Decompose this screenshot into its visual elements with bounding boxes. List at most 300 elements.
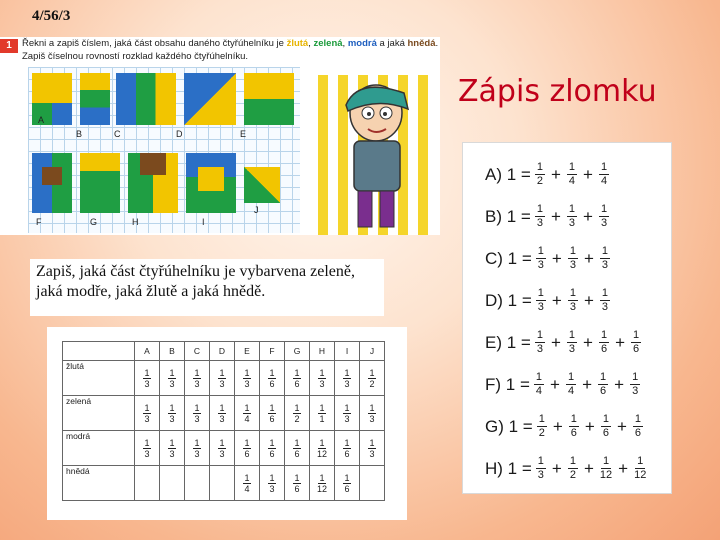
task-text (22, 37, 440, 63)
fraction (534, 371, 544, 398)
table-cell (360, 396, 385, 431)
fraction (633, 413, 643, 440)
answer-equation (485, 161, 613, 188)
fraction (218, 368, 225, 389)
fraction-denominator: 3 (569, 259, 576, 271)
fraction-numerator: 1 (194, 402, 200, 413)
fraction (293, 473, 300, 494)
fraction-numerator: 1 (537, 287, 544, 299)
fraction (318, 368, 325, 389)
fraction-numerator: 1 (244, 437, 250, 448)
fraction (600, 287, 610, 314)
fraction (634, 455, 646, 482)
fraction (143, 438, 150, 459)
table-cell (335, 396, 360, 431)
fraction-numerator: 1 (369, 367, 375, 378)
fraction-denominator: 3 (169, 413, 175, 424)
table-cell (160, 361, 185, 396)
fraction-numerator: 1 (219, 367, 225, 378)
fraction-numerator: 1 (538, 413, 545, 425)
fraction-numerator: 1 (637, 455, 644, 467)
fraction-denominator: 3 (344, 378, 350, 389)
fraction-denominator: 3 (194, 413, 200, 424)
fraction (343, 473, 350, 494)
fraction (268, 368, 275, 389)
task-text-part: . Zapiš číselnou rovností rozklad každého čtyřúhelníku. (22, 38, 439, 62)
fraction (293, 368, 300, 389)
fraction (293, 438, 300, 459)
slide-title: Zápis zlomku (458, 74, 657, 109)
fraction-numerator: 1 (602, 413, 609, 425)
plus-sign: + (616, 416, 627, 436)
fraction-denominator: 4 (568, 175, 576, 187)
fraction-denominator: 3 (568, 217, 576, 229)
table-column-header: D (210, 342, 235, 361)
fraction-numerator: 1 (537, 245, 544, 257)
quadrilateral-grid (28, 67, 300, 233)
table-cell (235, 361, 260, 396)
fraction-denominator: 4 (567, 385, 575, 397)
fraction-denominator: 3 (536, 343, 543, 355)
table-cell (285, 466, 310, 501)
plus-sign: + (550, 332, 561, 352)
fraction-denominator: 3 (601, 259, 609, 271)
fraction (243, 438, 250, 459)
fraction (168, 368, 175, 389)
answer-label: F) 1 = (485, 374, 530, 394)
fraction-denominator: 2 (369, 378, 375, 389)
answers-card (462, 142, 672, 494)
fraction (243, 473, 250, 494)
instruction-text: Zapiš, jaká část čtyřúhelníku je vybarvena zeleně, jaká modře, jaká žlutě a jaká hnědě. (30, 259, 384, 316)
fraction (599, 161, 609, 188)
fraction-denominator: 3 (219, 448, 225, 459)
table-column-header: I (335, 342, 360, 361)
fraction-numerator: 1 (319, 437, 325, 448)
fraction-denominator: 3 (144, 378, 150, 389)
table-cell (285, 431, 310, 466)
fraction-denominator: 3 (144, 413, 150, 424)
fraction (537, 413, 547, 440)
fraction-numerator: 1 (344, 402, 350, 413)
task-text-part: Řekni a zapiš číslem, jaká část obsahu daného čtyřúhelníku je (22, 38, 287, 49)
fraction-numerator: 1 (244, 472, 250, 483)
table-cell (185, 396, 210, 431)
fraction-denominator: 3 (537, 259, 544, 271)
fraction-numerator: 1 (569, 287, 576, 299)
fraction-numerator: 1 (344, 437, 350, 448)
fraction (317, 473, 327, 494)
table-cell (360, 466, 385, 501)
table-column-header: J (360, 342, 385, 361)
fraction-numerator: 1 (319, 472, 325, 483)
shape-i-part (198, 167, 224, 191)
table-header-row (63, 342, 385, 361)
shape-h-part (140, 153, 166, 175)
figure-label: D (176, 129, 183, 139)
answer-label: D) 1 = (485, 290, 532, 310)
fraction-numerator: 1 (569, 245, 576, 257)
fraction (569, 413, 579, 440)
plus-sign: + (550, 164, 561, 184)
table-cell (360, 361, 385, 396)
task-text-part: , (308, 38, 314, 49)
shape-a-part (52, 103, 72, 125)
fraction-numerator: 1 (634, 413, 642, 425)
fraction-numerator: 1 (294, 472, 300, 483)
fraction-numerator: 1 (169, 437, 175, 448)
fraction (535, 161, 545, 188)
shape-d (184, 73, 236, 125)
fraction-numerator: 1 (570, 413, 577, 425)
fraction-numerator: 1 (244, 367, 250, 378)
table-cell (335, 466, 360, 501)
fraction-denominator: 6 (570, 427, 577, 439)
table-cell (135, 431, 160, 466)
fraction (567, 329, 577, 356)
plus-sign: + (583, 458, 594, 478)
fraction-numerator: 1 (369, 437, 375, 448)
fraction (568, 455, 578, 482)
answer-label: C) 1 = (485, 248, 532, 268)
table-cell (210, 431, 235, 466)
table-cell (235, 396, 260, 431)
task-text-part: a jaká (376, 38, 408, 49)
fraction-numerator: 1 (633, 329, 640, 341)
fraction-denominator: 6 (344, 483, 350, 494)
table-cell (260, 396, 285, 431)
fraction (317, 438, 327, 459)
table-cell (260, 466, 285, 501)
fraction (193, 438, 200, 459)
shape-b (80, 73, 110, 125)
fraction-numerator: 1 (536, 161, 543, 173)
figure-label: H (132, 217, 139, 227)
table-row-label: žlutá (63, 361, 135, 396)
fraction (218, 438, 225, 459)
fraction-numerator: 1 (536, 203, 543, 215)
plus-sign: + (550, 206, 561, 226)
fraction-denominator: 3 (632, 385, 639, 397)
fraction-numerator: 1 (294, 402, 300, 413)
table-cell (310, 396, 335, 431)
fraction-denominator: 2 (536, 175, 543, 187)
fraction-denominator: 3 (537, 469, 544, 481)
fraction (600, 245, 610, 272)
fraction (566, 371, 576, 398)
figure-label: I (202, 217, 205, 227)
table-cell (285, 361, 310, 396)
table-cell (335, 431, 360, 466)
fraction-denominator: 6 (600, 343, 608, 355)
fraction-denominator: 3 (194, 378, 200, 389)
answer-label: A) 1 = (485, 164, 531, 184)
fraction-denominator: 3 (194, 448, 200, 459)
fraction-denominator: 6 (634, 427, 642, 439)
fraction-denominator: 4 (535, 385, 542, 397)
fraction-numerator: 1 (219, 402, 225, 413)
fraction (535, 203, 545, 230)
plus-sign: + (583, 248, 594, 268)
fraction (368, 368, 375, 389)
fraction-denominator: 6 (344, 448, 350, 459)
answer-equation (485, 245, 614, 272)
table-cell (160, 396, 185, 431)
table-column-header: F (260, 342, 285, 361)
fraction (168, 438, 175, 459)
task-word-blue: modrá (347, 38, 377, 49)
fraction-denominator: 3 (169, 448, 175, 459)
table-cell (360, 431, 385, 466)
answer-label: H) 1 = (485, 458, 532, 478)
table-cell (285, 396, 310, 431)
fraction-numerator: 1 (269, 472, 275, 483)
table-row (63, 396, 385, 431)
fraction (536, 287, 546, 314)
fraction-numerator: 1 (601, 287, 609, 299)
fraction-denominator: 3 (569, 301, 576, 313)
figure-label: G (90, 217, 98, 227)
fraction (368, 403, 375, 424)
fraction-numerator: 1 (600, 371, 607, 383)
fraction-numerator: 1 (632, 371, 639, 383)
boy-drawing (318, 75, 438, 235)
plus-sign: + (551, 248, 562, 268)
fraction-denominator: 3 (269, 483, 275, 494)
fraction-numerator: 1 (269, 402, 275, 413)
fraction-numerator: 1 (294, 437, 300, 448)
task-word-brown: hnědá (407, 38, 436, 49)
fraction-denominator: 12 (634, 469, 647, 481)
answer-label: E) 1 = (485, 332, 531, 352)
task-word-yellow: žlutá (286, 38, 309, 49)
plus-sign: + (584, 416, 595, 436)
fraction-denominator: 3 (600, 217, 608, 229)
fraction-denominator: 3 (244, 378, 250, 389)
fraction-denominator: 3 (144, 448, 150, 459)
table-column-header: C (185, 342, 210, 361)
fraction-denominator: 12 (599, 469, 613, 481)
fraction-numerator: 1 (600, 161, 608, 173)
fraction (598, 371, 608, 398)
fraction-numerator: 1 (319, 367, 325, 378)
fraction-numerator: 1 (244, 402, 250, 413)
fraction (535, 329, 545, 356)
answer-equation (485, 413, 647, 440)
fraction-numerator: 1 (194, 437, 200, 448)
table-cell (235, 431, 260, 466)
fraction-table (62, 341, 385, 501)
table-column-header: G (285, 342, 310, 361)
fraction (268, 403, 275, 424)
fraction (143, 368, 150, 389)
table-column-header: B (160, 342, 185, 361)
fraction (193, 403, 200, 424)
fraction-numerator: 1 (294, 367, 300, 378)
table-body (63, 361, 385, 501)
shape-e (244, 73, 294, 125)
answer-equation (485, 203, 613, 230)
fraction (536, 455, 546, 482)
plus-sign: + (552, 416, 563, 436)
fraction (343, 368, 350, 389)
fraction (343, 438, 350, 459)
fraction-denominator: 3 (568, 343, 576, 355)
fraction-denominator: 3 (219, 378, 225, 389)
table-cell (185, 466, 210, 501)
table-cell (260, 431, 285, 466)
fraction-denominator: 4 (600, 175, 608, 187)
fraction (601, 413, 611, 440)
figure-label: B (76, 129, 83, 139)
fraction (268, 473, 275, 494)
table-row (63, 361, 385, 396)
table-cell (210, 466, 235, 501)
fraction-denominator: 6 (602, 427, 609, 439)
fraction-numerator: 1 (601, 245, 609, 257)
table-column-header: E (235, 342, 260, 361)
fraction (218, 403, 225, 424)
table-cell (310, 466, 335, 501)
plus-sign: + (583, 206, 593, 226)
table-row (63, 466, 385, 501)
fraction (536, 245, 546, 272)
plus-sign: + (582, 374, 592, 394)
answer-equation (485, 371, 644, 398)
fraction-denominator: 6 (633, 343, 640, 355)
fraction-numerator: 1 (169, 402, 175, 413)
plus-sign: + (551, 290, 562, 310)
fraction-denominator: 4 (244, 413, 250, 424)
plus-sign: + (614, 374, 625, 394)
fraction-denominator: 3 (169, 378, 175, 389)
fraction (568, 287, 578, 314)
answer-label: G) 1 = (485, 416, 533, 436)
table-cell (235, 466, 260, 501)
fraction-numerator: 1 (537, 455, 544, 467)
fraction-numerator: 1 (567, 371, 575, 383)
fraction-denominator: 3 (219, 413, 225, 424)
fraction-denominator: 3 (344, 413, 350, 424)
fraction-denominator: 4 (244, 483, 250, 494)
fraction-denominator: 6 (269, 413, 275, 424)
shape-g (80, 153, 120, 213)
figure-label: C (114, 129, 121, 139)
table-cell (210, 361, 235, 396)
answer-label: B) 1 = (485, 206, 531, 226)
fraction-denominator: 3 (369, 448, 375, 459)
fraction-numerator: 1 (344, 472, 350, 483)
table-row-label: modrá (63, 431, 135, 466)
fraction-numerator: 1 (600, 203, 608, 215)
table-corner (63, 342, 135, 361)
fraction-numerator: 1 (169, 367, 175, 378)
table-row-label: zelená (63, 396, 135, 431)
fraction-denominator: 3 (369, 413, 375, 424)
figure-label: A (38, 115, 45, 125)
table-cell (185, 431, 210, 466)
table-cell (135, 361, 160, 396)
shape-a (32, 73, 72, 103)
table-column-header: A (135, 342, 160, 361)
task-text-part: , (342, 38, 348, 49)
fraction-denominator: 6 (294, 448, 300, 459)
fraction-numerator: 1 (194, 367, 200, 378)
fraction (631, 329, 641, 356)
fraction-denominator: 6 (294, 483, 300, 494)
fraction (568, 245, 578, 272)
fraction-denominator: 3 (537, 301, 544, 313)
fraction (243, 368, 250, 389)
fraction (630, 371, 640, 398)
fraction-numerator: 1 (535, 371, 542, 383)
fraction-denominator: 1 (319, 413, 325, 424)
table-row (63, 431, 385, 466)
fraction-numerator: 1 (602, 455, 610, 467)
fraction (243, 403, 250, 424)
fraction-numerator: 1 (568, 161, 576, 173)
fraction-denominator: 2 (569, 469, 576, 481)
fraction-numerator: 1 (144, 402, 150, 413)
table-row-label: hnědá (63, 466, 135, 501)
fraction-denominator: 6 (600, 385, 607, 397)
plus-sign: + (618, 458, 629, 478)
plus-sign: + (583, 164, 593, 184)
table-cell (185, 361, 210, 396)
fraction-numerator: 1 (269, 437, 275, 448)
fraction-numerator: 1 (319, 402, 325, 413)
figure-label: F (36, 217, 42, 227)
fraction-numerator: 1 (369, 402, 375, 413)
fraction-denominator: 12 (316, 448, 327, 459)
fraction-numerator: 1 (536, 329, 543, 341)
fraction (599, 203, 609, 230)
table-cell (210, 396, 235, 431)
fraction-numerator: 1 (568, 203, 576, 215)
plus-sign: + (550, 374, 560, 394)
fraction-denominator: 2 (294, 413, 300, 424)
fraction (368, 438, 375, 459)
table-cell (335, 361, 360, 396)
fraction-denominator: 3 (536, 217, 543, 229)
cartoon-boy-illustration (318, 75, 438, 235)
answer-equation (485, 455, 650, 482)
figure-label: E (240, 129, 247, 139)
fraction (600, 455, 612, 482)
fraction (343, 403, 350, 424)
fraction (168, 403, 175, 424)
fraction-table-card (47, 327, 407, 520)
plus-sign: + (583, 332, 593, 352)
fraction (143, 403, 150, 424)
textbook-excerpt (0, 37, 440, 235)
page-label: 4/56/3 (32, 8, 71, 24)
table-cell (135, 466, 160, 501)
figure-label: J (254, 205, 259, 215)
task-number: 1 (0, 39, 18, 53)
answer-equation (485, 287, 614, 314)
table-cell (310, 431, 335, 466)
fraction-numerator: 1 (569, 455, 576, 467)
fraction-denominator: 6 (244, 448, 250, 459)
fraction (293, 403, 300, 424)
fraction-denominator: 3 (601, 301, 609, 313)
plus-sign: + (551, 458, 562, 478)
table-cell (310, 361, 335, 396)
fraction-denominator: 2 (538, 427, 545, 439)
shape-f-part (42, 167, 62, 185)
shape-j (244, 167, 280, 203)
